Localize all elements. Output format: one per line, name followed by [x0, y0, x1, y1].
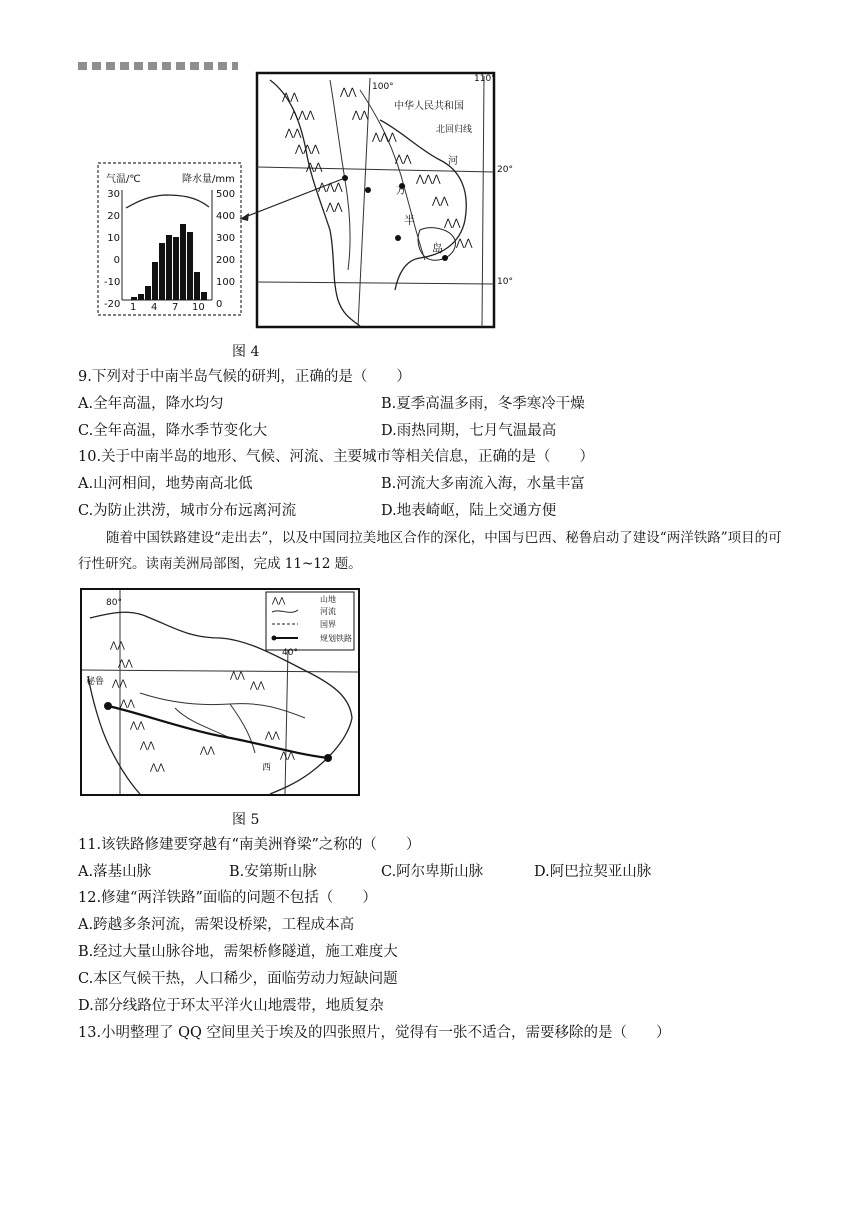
month-tick: 4: [151, 302, 158, 313]
svg-text:⋀⋀⋀: ⋀⋀⋀: [372, 132, 397, 143]
q10-option-b: B.河流大多南流入海，水量丰富: [381, 476, 585, 492]
map-label-peninsula-1: 半: [404, 214, 415, 227]
figure5-caption: 图 5: [232, 812, 260, 828]
q11-stem: 11.该铁路修建要穿越有“南美洲脊梁”之称的（ ）: [78, 837, 421, 853]
svg-text:⋀⋀: ⋀⋀: [352, 110, 369, 121]
svg-text:⋀⋀: ⋀⋀: [285, 128, 302, 139]
svg-text:⋀⋀: ⋀⋀: [200, 746, 215, 756]
map-label-tropic: 北回归线: [436, 125, 473, 135]
svg-text:⋀⋀: ⋀⋀: [130, 721, 145, 731]
fig5-peru: 秘鲁: [86, 677, 105, 687]
map-label-city: 万: [396, 186, 406, 197]
precip-ticks: [216, 184, 238, 316]
svg-text:⋀⋀: ⋀⋀: [326, 202, 343, 213]
precip-tick: 300: [216, 233, 236, 244]
month-tick: 10: [192, 302, 205, 313]
q11-option-c: C.阿尔卑斯山脉: [381, 864, 484, 880]
q12-option-d: D.部分线路位于环太平洋火山地震带，地质复杂: [78, 998, 384, 1014]
precip-tick: 500: [216, 189, 236, 200]
q9-option-a: A.全年高温，降水均匀: [78, 396, 224, 412]
precip-tick: 400: [216, 211, 236, 222]
q10-option-d: D.地表崎岖，陆上交通方便: [381, 503, 557, 519]
legend-boundary: 国界: [320, 620, 336, 629]
figure5-map: [80, 588, 360, 796]
temp-tick: 30: [107, 189, 120, 200]
svg-text:⋀⋀: ⋀⋀: [265, 731, 280, 741]
svg-text:⋀⋀⋀: ⋀⋀⋀: [290, 110, 315, 121]
q11-option-a: A.落基山脉: [78, 864, 152, 880]
q10-stem: 10.关于中南半岛的地形、气候、河流、主要城市等相关信息，正确的是（ ）: [78, 449, 595, 465]
svg-text:⋀⋀: ⋀⋀: [150, 763, 165, 773]
svg-text:⋀⋀: ⋀⋀: [282, 92, 299, 103]
q9-stem: 9.下列对于中南半岛气候的研判，正确的是（ ）: [78, 369, 411, 385]
q12-stem: 12.修建“两洋铁路”面临的问题不包括（ ）: [78, 890, 377, 906]
map-label-peninsula-2: 岛: [432, 242, 443, 255]
svg-text:⋀⋀⋀: ⋀⋀⋀: [416, 174, 441, 185]
svg-text:⋀⋀: ⋀⋀: [118, 659, 133, 669]
svg-text:⋀⋀: ⋀⋀: [120, 699, 135, 709]
map-label-lat20: 20°: [497, 165, 513, 175]
map-label-river: 河: [448, 156, 458, 167]
q13-stem: 13.小明整理了 QQ 空间里关于埃及的四张照片，觉得有一张不适合，需要移除的是（ ）: [78, 1025, 671, 1041]
svg-text:⋀⋀: ⋀⋀: [280, 751, 295, 761]
svg-text:⋀⋀: ⋀⋀: [112, 679, 127, 689]
svg-text:⋀⋀: ⋀⋀: [110, 641, 125, 651]
map-label-lat10: 10°: [497, 277, 513, 287]
temp-tick: -10: [104, 277, 121, 288]
precip-tick: 200: [216, 255, 236, 266]
fig5-lon40: 40°: [282, 648, 298, 658]
precip-axis-label: 降水量/mm: [182, 174, 235, 185]
month-tick: 1: [130, 302, 137, 313]
svg-text:⋀⋀: ⋀⋀: [230, 671, 245, 681]
svg-text:⋀⋀: ⋀⋀: [250, 681, 265, 691]
precip-tick: 0: [216, 299, 223, 310]
map-label-prc: 中华人民共和国: [394, 101, 464, 112]
map-label-lon100: 100°: [372, 82, 394, 92]
precip-tick: 100: [216, 277, 236, 288]
q12-option-c: C.本区气候干热，人口稀少，面临劳动力短缺问题: [78, 971, 398, 987]
svg-text:⋀⋀: ⋀⋀: [140, 741, 155, 751]
svg-text:⋀⋀: ⋀⋀: [272, 596, 286, 605]
fig5-brazil: 西: [262, 763, 272, 773]
q10-option-c: C.为防止洪涝，城市分布远离河流: [78, 503, 297, 519]
fig5-lon80: 80°: [106, 598, 122, 608]
q9-option-c: C.全年高温，降水季节变化大: [78, 423, 268, 439]
temp-ticks: [104, 184, 120, 316]
q9-option-b: B.夏季高温多雨，冬季寒冷干燥: [381, 396, 585, 412]
svg-text:⋀⋀: ⋀⋀: [456, 238, 473, 249]
legend-mountain: 山地: [320, 595, 336, 604]
passage: 随着中国铁路建设“走出去”，以及中国同拉美地区合作的深化，中国与巴西、秘鲁启动了建设“两洋铁路”项目的可行性研究。读南美洲局部图，完成 11~12 题。: [78, 530, 782, 572]
svg-text:⋀⋀: ⋀⋀: [340, 87, 357, 98]
svg-text:⋀⋀: ⋀⋀: [395, 154, 412, 165]
figure4-caption: 图 4: [232, 344, 260, 360]
svg-text:⋀⋀⋀: ⋀⋀⋀: [318, 182, 343, 193]
q12-option-a: A.跨越多条河流，需架设桥梁，工程成本高: [78, 917, 355, 933]
svg-text:⋀⋀: ⋀⋀: [306, 162, 323, 173]
temp-tick: 10: [107, 233, 120, 244]
temp-tick: 20: [107, 211, 120, 222]
q11-option-b: B.安第斯山脉: [229, 864, 317, 880]
map-label-lon110: 110°: [474, 74, 496, 84]
temp-axis-label: 气温/℃: [106, 174, 141, 185]
q11-option-d: D.阿巴拉契亚山脉: [534, 864, 652, 880]
temp-tick: 0: [113, 255, 120, 266]
temp-tick: -20: [104, 299, 121, 310]
legend-river: 河流: [320, 607, 336, 616]
svg-text:⋀⋀⋀: ⋀⋀⋀: [295, 144, 320, 155]
svg-text:⋀⋀: ⋀⋀: [444, 218, 461, 229]
svg-text:⋀⋀: ⋀⋀: [432, 196, 449, 207]
q9-option-d: D.雨热同期，七月气温最高: [381, 423, 557, 439]
month-tick: 7: [172, 302, 179, 313]
q10-option-a: A.山河相间，地势南高北低: [78, 476, 253, 492]
legend-railway: 规划铁路: [320, 634, 352, 643]
q12-option-b: B.经过大量山脉谷地，需架桥修隧道，施工难度大: [78, 944, 398, 960]
